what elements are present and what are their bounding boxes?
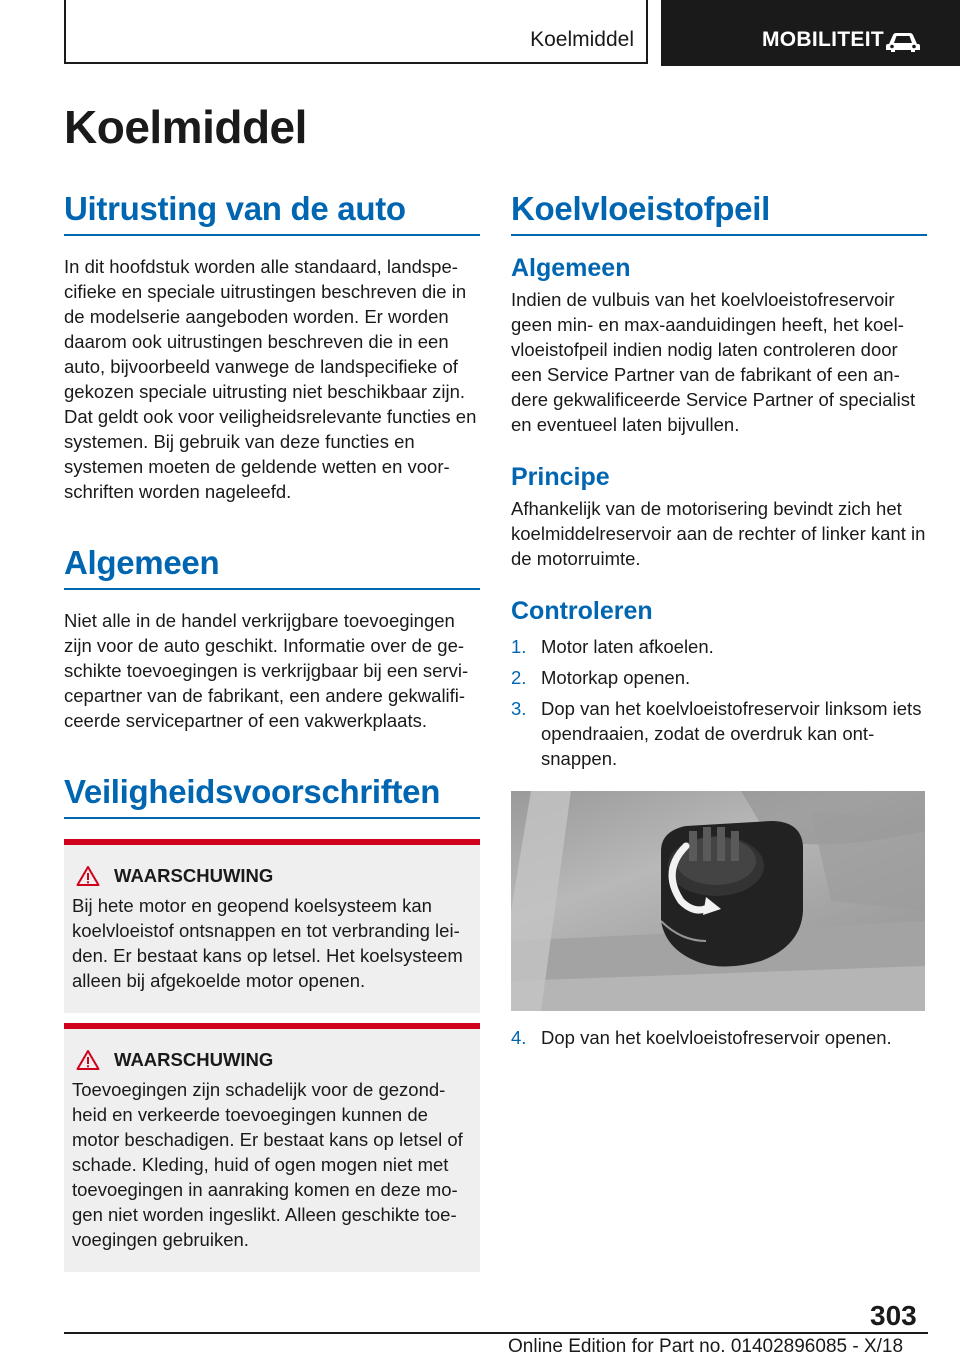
right-column: [511, 190, 927, 1056]
warning-text: Bij hete motor en geopend koelsysteem kan koelvloeistof ontsnappen en tot verbranding leiden. Er bestaat kans op letsel. Het koelsysteem alleen bij afgekoelde motor openen.: [72, 895, 463, 991]
car-icon: [885, 30, 921, 54]
warning-label: WAARSCHUWING: [114, 865, 274, 886]
coolant-reservoir-photo: [511, 791, 925, 1011]
warning-box: [64, 1023, 480, 1272]
warning-triangle-icon: [76, 865, 100, 887]
general-heading: Algemeen: [64, 544, 480, 590]
general-text: Indien de vulbuis van het koelvloeistofreservoir geen min- en max-aanduidingen heeft, het koelvloeistofpeil indien nodig laten controleren door een Service Partner van de fabrikant of een andere gekwalificeerde Service Partner of specialist en eventueel laten bijvullen.: [511, 289, 916, 435]
principle-subheading: Principe: [511, 463, 610, 491]
list-item: 2. Motorkap openen.: [511, 667, 691, 688]
header-section-label: Koelmiddel: [530, 28, 634, 51]
warning-triangle-icon: [76, 1049, 100, 1071]
warning-box: [64, 839, 480, 1013]
check-subheading: Controleren: [511, 597, 653, 625]
check-steps-list-continued: [511, 1025, 927, 1050]
safety-heading: Veiligheidsvoorschriften: [64, 773, 480, 819]
left-column: [64, 190, 480, 1272]
page-title: Koelmiddel: [64, 101, 307, 153]
header-chapter-label: MOBILITEIT: [762, 28, 884, 51]
header-section-box: [64, 0, 648, 64]
coolant-level-heading: Koelvloeistofpeil: [511, 190, 927, 236]
warning-label: WAARSCHUWING: [114, 1049, 274, 1070]
principle-text: Afhankelijk van de motorisering bevindt zich het koelmiddelreservoir aan de rechter of linker kant in de motorruimte.: [511, 498, 926, 569]
list-item: 1. Motor laten afkoelen.: [511, 636, 714, 657]
list-item: 4. Dop van het koelvloeistofreservoir openen.: [511, 1027, 892, 1048]
check-steps-list: [511, 634, 927, 771]
general-text: Niet alle in de handel verkrijgbare toevoegingen zijn voor de auto geschikt. Informatie over de geschikte toevoegingen is verkrijgbaar bij een servicepartner van de fabrikant, een andere gekwalificeerde servicepartner of een vakwerkplaats.: [64, 610, 469, 731]
footer-divider: [64, 1332, 928, 1334]
list-item: 3. Dop van het koelvloeistofreservoir linksom iets opendraaien, zodat de overdruk kan ontsnappen.: [511, 698, 922, 769]
footer-edition: Online Edition for Part no. 01402896085 - X/18: [508, 1336, 904, 1357]
page-number: 303: [870, 1300, 917, 1331]
warning-text: Toevoegingen zijn schadelijk voor de gezondheid en verkeerde toevoegingen kunnen de motor beschadigen. Er bestaat kans op letsel of schade. Kleding, huid of ogen mogen niet met toevoegingen in aanraking komen en deze mogen niet worden ingeslikt. Alleen geschikte toevoegingen gebruiken.: [72, 1079, 463, 1250]
general-subheading: Algemeen: [511, 254, 631, 282]
equipment-text: In dit hoofdstuk worden alle standaard, landspecifieke en speciale uitrustingen beschreven die in de modelserie aangeboden worden. Er worden daarom ook uitrustingen beschreven die in een auto, bijvoorbeeld vanwege de landspecifieke of gekozen speciale uitrusting niet beschikbaar zijn. Dat geldt ook voor veiligheidsrelevante functies en systemen. Bij gebruik van deze functies en systemen moeten de geldende wetten en voorschriften worden nageleefd.: [64, 256, 477, 502]
equipment-heading: Uitrusting van de auto: [64, 190, 480, 236]
header-chapter-box: [661, 0, 960, 66]
